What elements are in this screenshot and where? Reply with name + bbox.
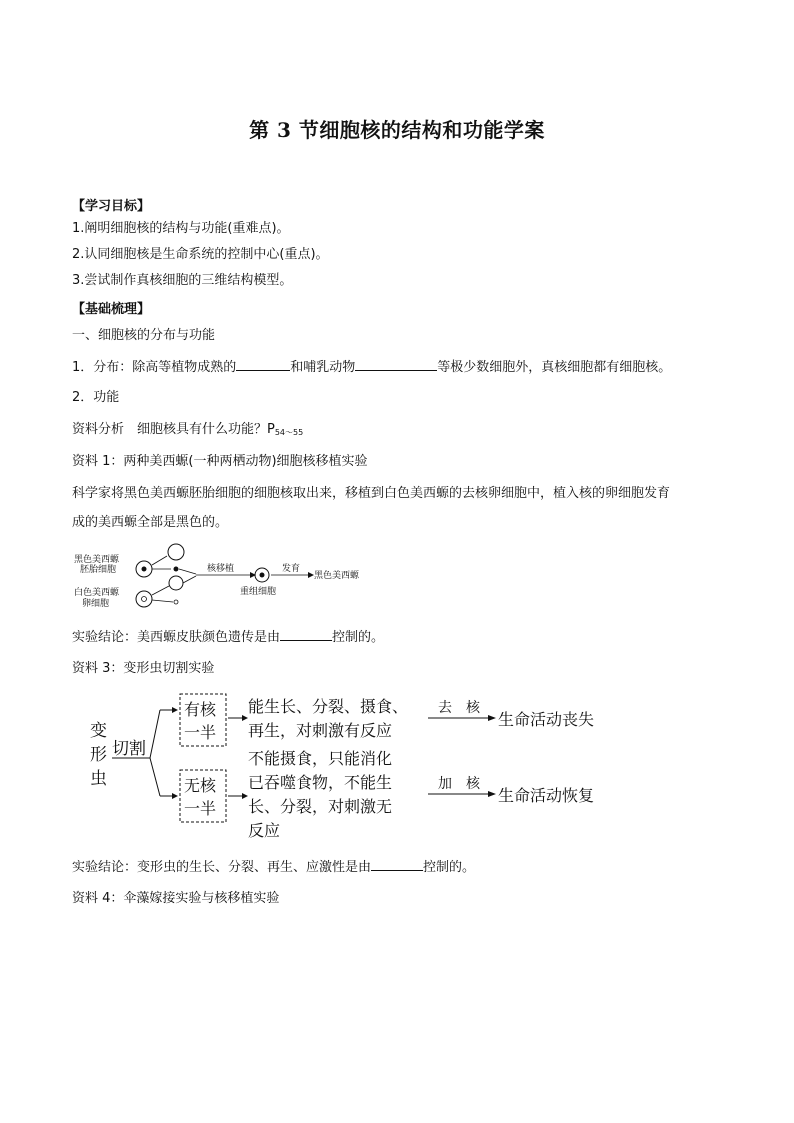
without-nucleus-desc: 长、分裂，对刺激无 (248, 797, 393, 816)
distribution-question (72, 358, 671, 377)
analysis-line (72, 421, 303, 442)
material-4-heading: 资料 4：伞藻嫁接实验与核移植实验 (72, 891, 280, 906)
page-title: 第 3 节细胞核的结构和功能学案 (249, 118, 545, 142)
amoeba-char: 虫 (90, 769, 107, 789)
material-3-heading: 资料 3：变形虫切割实验 (72, 661, 215, 676)
fig1-label: 白色美西螈 (74, 588, 120, 598)
cut-label: 切割 (112, 739, 146, 759)
recombined-label: 重组细胞 (240, 587, 277, 597)
with-nucleus-label: 有核 (184, 700, 217, 719)
material-1-paragraph: 成的美西螈全部是黑色的。 (72, 515, 229, 530)
conclusion-text: 控制的。 (423, 860, 476, 875)
answer-blank[interactable] (280, 628, 332, 641)
fig1-label: 卵细胞 (82, 599, 110, 609)
remove-result: 生命活动丧失 (498, 710, 595, 729)
goal-item: 2.认同细胞核是生命系统的控制中心(重点)。 (72, 247, 329, 262)
conclusion-text: 实验结论：变形虫的生长、分裂、再生、应激性是由 (72, 860, 372, 875)
without-nucleus-label: 一半 (184, 799, 217, 818)
function-heading: 2．功能 (72, 390, 120, 405)
without-nucleus-desc: 已吞噬食物，不能生 (248, 773, 393, 792)
distribution-text-b: 和哺乳动物 (290, 360, 356, 375)
add-result: 生命活动恢复 (498, 786, 595, 805)
material-1-heading: 资料 1：两种美西螈(一种两栖动物)细胞核移植实验 (72, 454, 368, 469)
analysis-text: 资料分析 细胞核具有什么功能？P (72, 422, 275, 437)
egg-cell (136, 591, 152, 607)
axolotl-transplant-figure (72, 542, 382, 614)
fig1-label: 黑色美西螈 (74, 555, 120, 565)
page-range: 54～55 (274, 428, 304, 437)
develop-label: 发育 (282, 564, 301, 574)
basics-heading: 【基础梳理】 (72, 302, 151, 317)
goal-item: 3.尝试制作真核细胞的三维结构模型。 (72, 273, 293, 288)
amoeba-char: 形 (90, 745, 107, 765)
enucleated-egg (169, 576, 183, 590)
section-heading: 一、细胞核的分布与功能 (72, 328, 216, 343)
conclusion-text: 控制的。 (332, 630, 385, 645)
without-nucleus-desc: 反应 (248, 821, 281, 840)
distribution-text-a: 1．分布：除高等植物成熟的 (72, 360, 237, 375)
goals-heading: 【学习目标】 (72, 199, 151, 214)
nucleus (174, 567, 179, 572)
fig1-label: 胚胎细胞 (80, 565, 117, 575)
answer-blank[interactable] (236, 358, 290, 371)
conclusion-1 (72, 628, 384, 647)
goal-item: 1.阐明细胞核的结构与功能(重难点)。 (72, 221, 290, 236)
without-nucleus-desc: 不能摄食，只能消化 (248, 749, 393, 768)
answer-blank[interactable] (371, 858, 423, 871)
with-nucleus-label: 一半 (184, 723, 217, 742)
conclusion-text: 实验结论：美西螈皮肤颜色遗传是由 (72, 630, 281, 645)
result-label: 黑色美西螈 (314, 571, 360, 581)
without-nucleus-label: 无核 (184, 776, 217, 795)
with-nucleus-desc: 再生，对刺激有反应 (248, 721, 393, 740)
add-nucleus-label: 加 核 (438, 776, 480, 792)
amoeba-cutting-figure (72, 688, 632, 846)
amoeba-char: 变 (90, 721, 107, 741)
material-1-paragraph: 科学家将黑色美西螈胚胎细胞的细胞核取出来，移植到白色美西螈的去核卵细胞中，植入核的卵细胞发育 (72, 486, 671, 501)
conclusion-2 (72, 858, 475, 877)
answer-blank[interactable] (355, 358, 437, 371)
embryo-cell (168, 544, 184, 560)
with-nucleus-desc: 能生长、分裂、摄食、 (248, 697, 409, 716)
distribution-text-c: 等极少数细胞外，真核细胞都有细胞核。 (437, 360, 672, 375)
remove-nucleus-label: 去 核 (438, 700, 480, 716)
transplant-label: 核移植 (207, 564, 235, 574)
